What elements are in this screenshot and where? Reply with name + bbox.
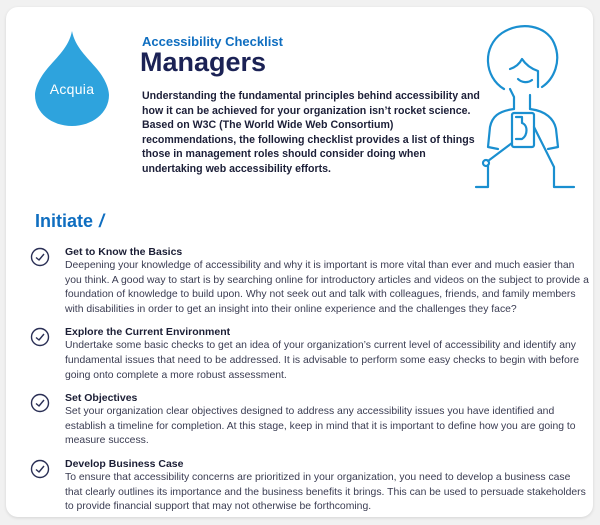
item-body: Deepening your knowledge of accessibility and why it is important is more vital than ever and much easier than you think. A good way to start is by searching online for introductory articles and videos on the subject to provide a foundation of knowledge to build upon. Why not seek out and talk with colleagues, friends, and family members with disabilities in order to get an insight into their online experience and the challenges they face? xyxy=(65,260,589,315)
item-body: Set your organization clear objectives designed to address any accessibility issues you have identified and establish a timeline for completion. At this stage, keep in mind that it is important to define how you are going to measure success. xyxy=(65,406,576,447)
item-body: Undertake some basic checks to get an idea of your organization’s current level of accessibility and identify any fundamental issues that need to be addressed. It is advisable to perform some easy checks to begin with before going onto complete a more robust assessment. xyxy=(65,340,580,381)
check-circle-icon xyxy=(30,459,50,479)
intro-paragraph: Understanding the fundamental principles behind accessibility and how it can be achieved for your organization isn’t rocket science. Based on W3C (The World Wide Web Consortium) recommendations, the following checklist provides a list of things those in management roles should consider doing when undertaking web accessibility efforts. xyxy=(142,90,480,175)
acquia-logo xyxy=(35,29,109,127)
item-body: To ensure that accessibility concerns are prioritized in your organization, you need to develop a business case that clearly outlines its importance and the business benefits it brings. This can be used to persuade stakeholders to provide financial support that may not otherwise be forthcoming. xyxy=(65,471,586,513)
item-title: Explore the Current Environment xyxy=(65,326,231,339)
check-circle-icon xyxy=(30,393,50,413)
section-title xyxy=(35,211,104,232)
page-title: Managers xyxy=(140,47,267,77)
checklist-card xyxy=(6,7,593,517)
item-title: Get to Know the Basics xyxy=(65,246,183,258)
check-circle-icon xyxy=(30,247,50,267)
checklist-item xyxy=(30,245,590,317)
droplet-icon xyxy=(35,29,109,127)
item-title: Set Objectives xyxy=(65,392,138,405)
checklist xyxy=(30,245,590,523)
logo-text: Acquia xyxy=(49,81,95,97)
checklist-item xyxy=(30,325,590,383)
document-kicker: Accessibility Checklist xyxy=(142,34,283,49)
check-circle-icon xyxy=(30,327,50,347)
checklist-item xyxy=(30,391,590,449)
item-title: Develop Business Case xyxy=(65,457,184,470)
section-title-text: Initiate xyxy=(35,211,94,231)
slash-icon: / xyxy=(99,211,105,231)
person-with-phone-illustration xyxy=(474,17,589,207)
checklist-item xyxy=(30,457,590,515)
